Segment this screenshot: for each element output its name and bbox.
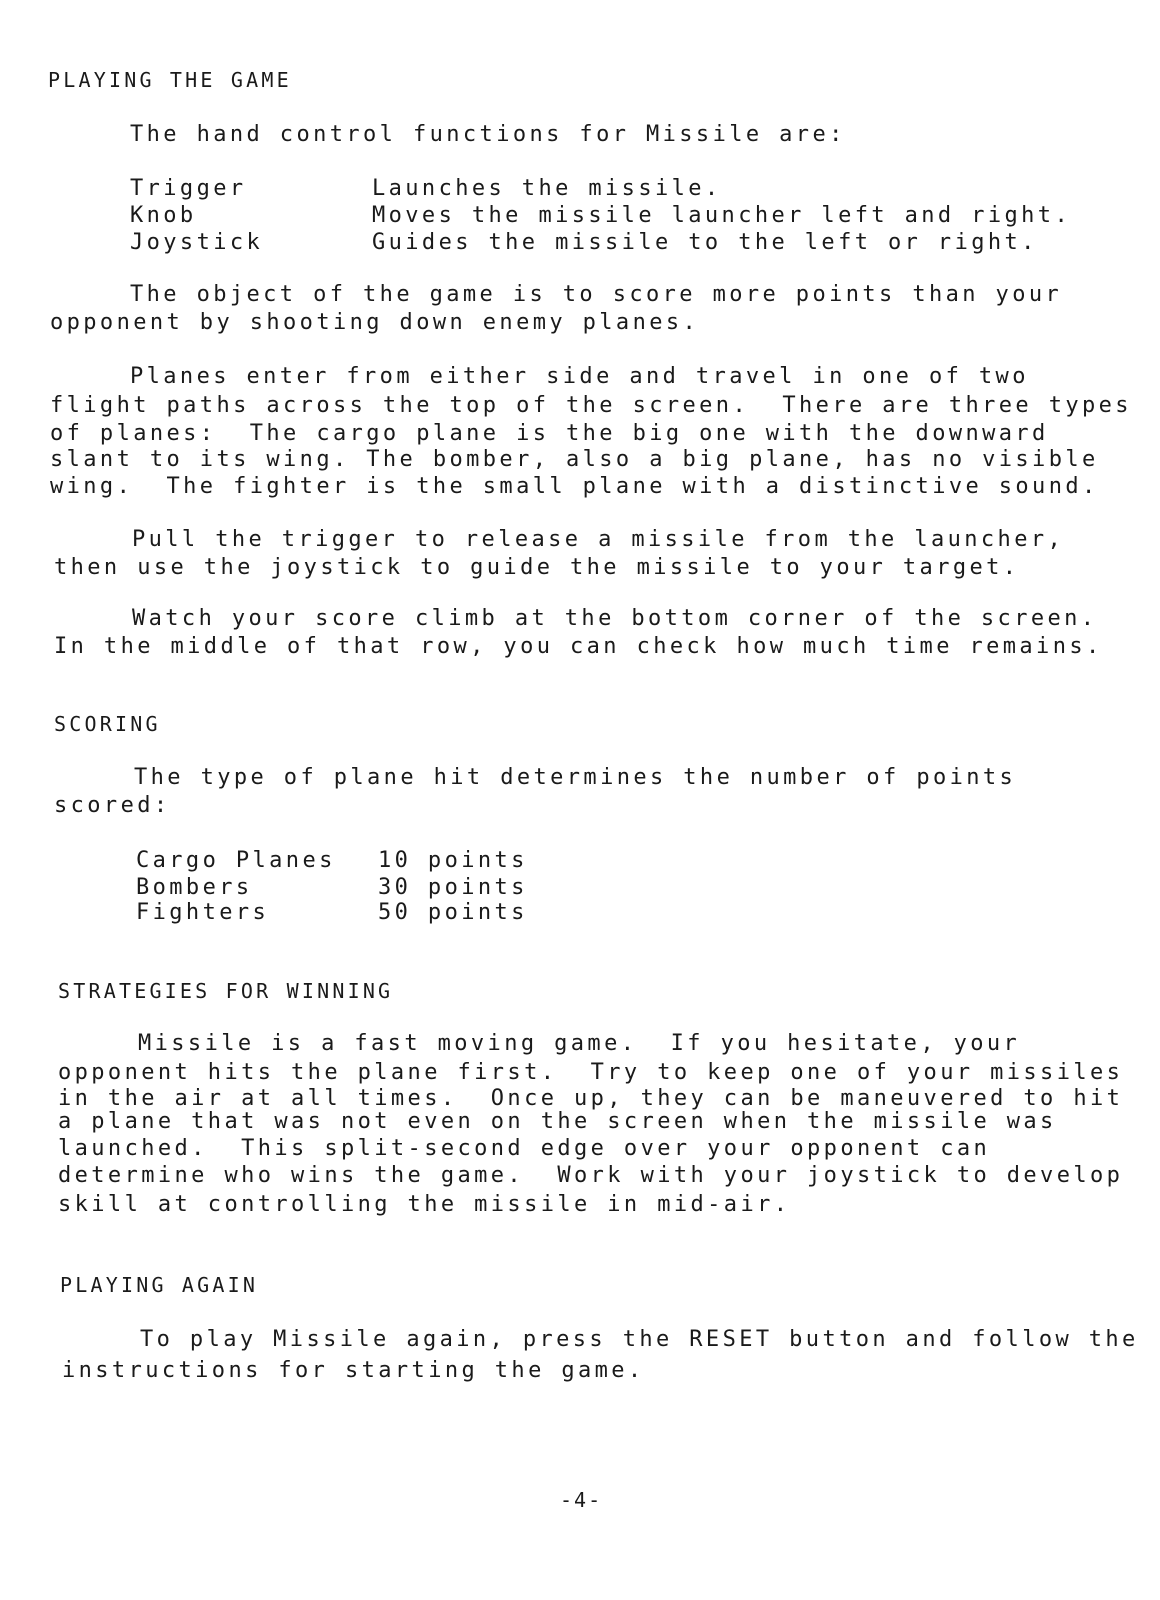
again-line: instructions for starting the game. — [62, 1358, 645, 1383]
heading-strategies: STRATEGIES FOR WINNING — [58, 979, 394, 1003]
paragraph-object-line: opponent by shooting down enemy planes. — [50, 310, 700, 335]
strategies-line: in the air at all times. Once up, they can be maneuvered to hit — [58, 1086, 1124, 1111]
strategies-line: determine who wins the game. Work with your joystick to develop — [58, 1163, 1124, 1188]
heading-playing-the-game: PLAYING THE GAME — [48, 68, 292, 92]
heading-scoring: SCORING — [54, 712, 161, 736]
paragraph-planes-line: flight paths across the top of the screen. There are three types — [50, 393, 1132, 418]
strategies-line: launched. This split-second edge over your opponent can — [58, 1136, 991, 1161]
scoring-intro-line: The type of plane hit determines the number of points — [134, 765, 1017, 790]
strategies-line: skill at controlling the missile in mid-air. — [58, 1192, 791, 1217]
again-line: To play Missile again, press the RESET button and follow the — [140, 1327, 1139, 1352]
score-plane-fighters: Fighters — [136, 900, 270, 925]
score-points-bombers: 30 points — [378, 875, 528, 900]
strategies-line: a plane that was not even on the screen when the missile was — [58, 1109, 1057, 1134]
strategies-line: Missile is a fast moving game. If you hesitate, your — [138, 1031, 1021, 1056]
control-name-knob: Knob — [130, 203, 197, 228]
paragraph-score-line: In the middle of that row, you can check how much time remains. — [54, 634, 1103, 659]
paragraph-trigger-line: Pull the trigger to release a missile from the launcher, — [132, 527, 1065, 552]
score-plane-bombers: Bombers — [136, 875, 253, 900]
control-name-trigger: Trigger — [130, 176, 247, 201]
page-number: -4- — [560, 1488, 603, 1512]
score-points-fighters: 50 points — [378, 900, 528, 925]
control-name-joystick: Joystick — [130, 230, 264, 255]
paragraph-object-line: The object of the game is to score more points than your — [130, 282, 1063, 307]
paragraph-trigger-line: then use the joystick to guide the missile to your target. — [54, 555, 1020, 580]
paragraph-planes-line: Planes enter from either side and travel in one of two — [130, 364, 1029, 389]
paragraph-planes-line: slant to its wing. The bomber, also a big plane, has no visible — [50, 447, 1099, 472]
paragraph-planes-line: wing. The fighter is the small plane with a distinctive sound. — [50, 474, 1099, 499]
scoring-intro-line: scored: — [54, 793, 171, 818]
control-desc-knob: Moves the missile launcher left and right. — [372, 203, 1072, 228]
paragraph-planes-line: of planes: The cargo plane is the big one with the downward — [50, 421, 1049, 446]
strategies-line: opponent hits the plane first. Try to keep one of your missiles — [58, 1060, 1124, 1085]
control-desc-joystick: Guides the missile to the left or right. — [372, 230, 1038, 255]
score-points-cargo: 10 points — [378, 848, 528, 873]
heading-playing-again: PLAYING AGAIN — [60, 1273, 259, 1297]
paragraph-score-line: Watch your score climb at the bottom corner of the screen. — [132, 606, 1098, 631]
score-plane-cargo: Cargo Planes — [136, 848, 336, 873]
controls-intro: The hand control functions for Missile are: — [130, 122, 846, 147]
control-desc-trigger: Launches the missile. — [372, 176, 722, 201]
